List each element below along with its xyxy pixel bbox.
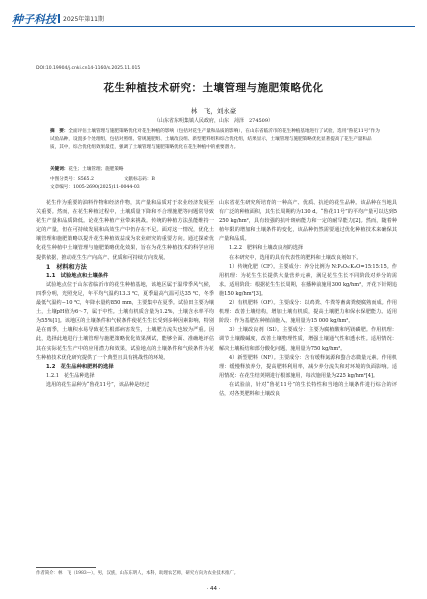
left-column — [36, 199, 214, 390]
header-rule — [12, 26, 415, 27]
fertilizer-item: 1）传统化肥（CF）。主要成分：养分比例为 N∶P₂O₅∶K₂O=15∶15∶15。作用机理：为花生生长提供大量营养元素，满足花生生长不同阶段对养分的需求。适用阶段：根据花生生长周期，在播种前施用300 kg/hm²，开花下针期追施150 kg/hm²[3]。 — [219, 263, 397, 297]
page-number: · 44 · — [206, 586, 221, 592]
fertilizer-item: 4）新型肥料（NF）。主要成分：含有缓释氮源和螯合态微量元素。作用机理：缓慢释放养分，提高肥料利用率，减少养分流失和对环境的负面影响。适用情况：在花生结荚期进行根部施用，每次施用量为225 kg/hm²[4]。 — [219, 354, 397, 379]
affiliation: （山东省东明集镇人民政府，山东 菏泽 274509） — [153, 118, 274, 124]
author-footnote: 作者简介：林 飞（1983—），男，汉族，山东东明人，本科，助理农艺师，研究方向为农业技术推广。 — [36, 571, 239, 576]
header-divider — [58, 14, 60, 23]
journal-logo: 种子科技 — [12, 12, 56, 26]
subsection-heading-1-2-1: 1.2.1 花生品种选择 — [46, 372, 95, 379]
abstract — [50, 128, 380, 152]
fertilizer-item: 3）土壤改良剂（SI）。主要成分：主要为腐植酸和钙镁磷肥。作用机理：调节土壤酸碱度，改善土壤物理性质，增强土壤通气性和透水性。适用情况：解决土壤板结和部分酸化问题，施用量为750 kg/hm²。 — [219, 327, 397, 352]
abstract-text: 全面评估土壤管理与施肥策略优化对花生种植的影响（包括对花生产量和品质的影响），在山东省临沂市的花生种植基地进行了试验，选用“鲁花11号”作为试验品种，设置多个处理组，包括对照组、常规施肥组、土壤改良组、新型肥料组和综合优化组，结果显示，土壤管理与施肥策略优化显著提高了花生产量和品质，其中，综合优化组效果最佳，强调了土壤管理与施肥策略优化在花生种植中的重要潜力。 — [50, 129, 380, 150]
abstract-label: 摘 要： — [50, 129, 69, 134]
article-title: 花生种植技术研究：土壤管理与施肥策略优化 — [103, 82, 324, 94]
subsection-heading-1-1: 1.1 试验地点和土壤条件 — [46, 272, 109, 279]
variety-paragraph: 选用的花生品种为“鲁花11号”，该品种是经过 — [46, 381, 150, 388]
right-column — [219, 199, 397, 399]
issue-label: 2025年第11期 — [63, 16, 104, 23]
classification: 中图分类号：S565.2 — [50, 177, 94, 182]
authors: 林 飞，刘永豪 — [190, 107, 237, 115]
document-code: 文献标志码：B — [123, 177, 155, 182]
section-heading-1: 1 材料和方法 — [46, 263, 87, 271]
intro-paragraph: 花生作为重要的油料作物和经济作物，其产量和品质对于农业经济发展至关重要。然而，在花生种植过程中，土壤质量下降和不合理施肥等问题常导致花生产量和品质降低。论花生种植产业带来挑战。传统的种植方法虽能维持一定的产量，但在可持续发展和高效生产中仍存在不足。面对这一情况，优化土壤管理和施肥策略以提升花生种植效益成为农业研究的重要方向。通过探索优化花生种植中土壤管理与施肥策略优化效果，旨在为花生种植技术的科学应用提供依据，推动花生生产向高产、优质和可持续方向发展。 — [36, 200, 214, 261]
keywords-label: 关键词： — [50, 167, 69, 172]
keywords-text: 花生；土壤管理；施肥策略 — [68, 167, 124, 172]
fertilizer-intro: 在本研究中，选用的具有代表性的肥料和土壤改良剂如下。 — [229, 254, 362, 261]
article-number: 文章编号：1005-2690(2025)11-0044-03 — [50, 185, 140, 190]
journal-header — [12, 8, 104, 24]
article-meta — [50, 176, 380, 192]
subsection-heading-1-2: 1.2 花生品种和肥料的选择 — [46, 363, 114, 370]
variety-continued: 山东省花生研究所培育的一种高产、优质、抗逆的花生品种。该品种在当地具有广泛的种植面积，其生长周期约为130 d。“鲁花11号”的平均产量可以达到5 250 kg/hm²，具有较强的抗叶斑病能力和一定的耐旱能力[2]。然而，随着种植年限的增加和土壤条件的变化，该品种仍然需要通过优化种植技术来确保其产量和品质。 — [219, 200, 397, 243]
subsection-heading-1-2-2: 1.2.2 肥料和土壤改良剂的选择 — [229, 245, 304, 252]
doi: DOI:10.19904/j.cnki.cn14-1160/s.2025.11.015 — [36, 66, 141, 71]
footnote-rule — [36, 567, 96, 568]
evaluation-paragraph: 在试验前，针对“鲁花11号”的生长特性和当地的土壤条件进行综合的评估，对各类肥料和土壤改良 — [219, 381, 397, 397]
keywords — [50, 166, 380, 174]
fertilizer-item: 2）有机肥料（OF）。主要成分：以鸡粪、牛粪等畜禽粪便腐熟而成。作用机理：改善土壤结构，增加土壤有机质，提高土壤肥力和保水保肥能力。适用阶段：作为基肥在种植前施入，施用量为15 000 kg/hm²。 — [219, 300, 397, 325]
site-paragraph: 试验地点位于山东省临沂市的花生种植基地，该地区属于温带季风气候，四季分明，光照充足，年平均气温约13.3 ℃，夏季最高气温可达35 ℃，冬季最低气温约−10 ℃，年降水量约850 mm，主要集中在夏季。试验田主要为壤土，土壤pH值为6～7，属于中性。土壤有机质含量为1.2%，土壤含水率平均为55%[1]。该地区的土壤条件和气候条件使花生生长受到多种因素影响，特别是在雨季，土壤积水易导致花生根部病害发生，土壤肥力流失也较为严重。因此，选择此地进行土壤管理与施肥策略优化效果测试，能够全面、准确地评估其在实际花生生产中的应用潜力和效果，试验地点的土壤条件和气候条件为花生种植技术优化研究提供了一个典型且具有挑战性的环境。 — [36, 281, 214, 361]
